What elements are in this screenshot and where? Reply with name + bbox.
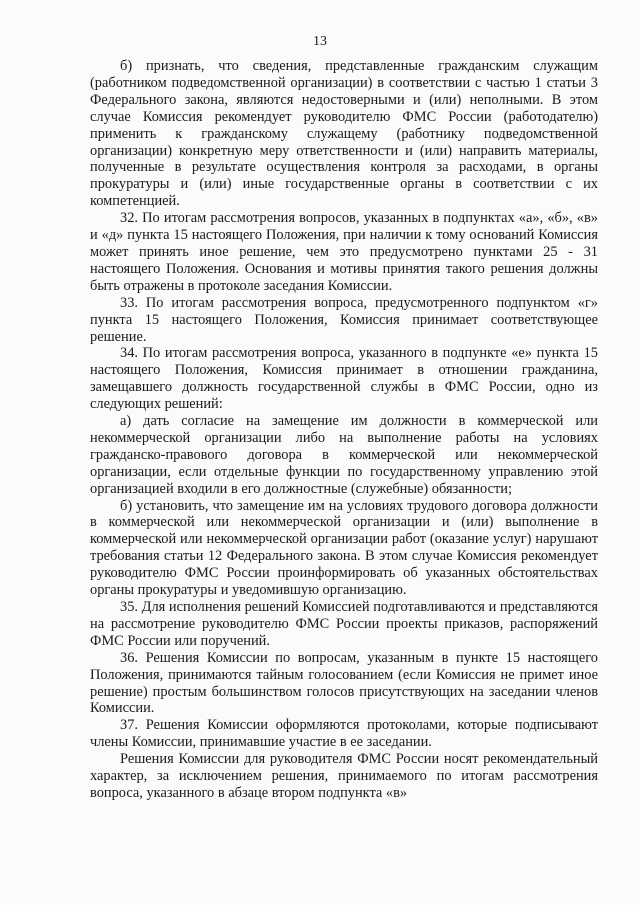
paragraph-34b: б) установить, что замещение им на условиях трудового договора должности в коммерческой или некоммерческой организации и (или) выполнение в коммерческой или некоммерческой организации работ (оказание услуг) нарушают требования статьи 12 Федерального закона. В этом случае Комиссия рекомендует руководителю ФМС России проинформировать об указанных обстоятельствах органы прокуратуры и уведомившую организацию. bbox=[90, 497, 598, 599]
paragraph-36: 36. Решения Комиссии по вопросам, указанным в пункте 15 настоящего Положения, принимаются тайным голосованием (если Комиссия не примет иное решение) простым большинством голосов присутствующих на заседании членов Комиссии. bbox=[90, 649, 598, 717]
paragraph-31b: б) признать, что сведения, представленные гражданским служащим (работником подведомственной организации) в соответствии с частью 1 статьи 3 Федерального закона, являются недостоверными и (или) неполными. В этом случае Комиссия рекомендует руководителю ФМС России (работодателю) применить к гражданскому служащему (работнику подведомственной организации) конкретную меру ответственности и (или) направить материалы, полученные в результате осуществления контроля за расходами, в органы прокуратуры и (или) иные государственные органы в соответствии с их компетенцией. bbox=[90, 58, 598, 210]
paragraph-34: 34. По итогам рассмотрения вопроса, указанного в подпункте «е» пункта 15 настоящего Положения, Комиссия принимает в отношении гражданина, замещавшего должность государственной службы в ФМС России, одно из следующих решений: bbox=[90, 345, 598, 413]
paragraph-34a: а) дать согласие на замещение им должности в коммерческой или некоммерческой организации либо на выполнение работы на условиях гражданско-правового договора в коммерческой или некоммерческой организации, если отдельные функции по государственному управлению этой организацией входили в его должностные (служебные) обязанности; bbox=[90, 413, 598, 497]
paragraph-37: 37. Решения Комиссии оформляются протоколами, которые подписывают члены Комиссии, принимавшие участие в ее заседании. bbox=[90, 717, 598, 751]
paragraph-33: 33. По итогам рассмотрения вопроса, предусмотренного подпунктом «г» пункта 15 настоящего Положения, Комиссия принимает соответствующее решение. bbox=[90, 294, 598, 345]
paragraph-32: 32. По итогам рассмотрения вопросов, указанных в подпунктах «а», «б», «в» и «д» пункта 15 настоящего Положения, при наличии к тому оснований Комиссия может принять иное решение, чем это предусмотрено пунктами 25 - 31 настоящего Положения. Основания и мотивы принятия такого решения должны быть отражены в протоколе заседания Комиссии. bbox=[90, 210, 598, 294]
paragraph-35: 35. Для исполнения решений Комиссией подготавливаются и представляются на рассмотрение руководителю ФМС России проекты приказов, распоряжений ФМС России или поручений. bbox=[90, 599, 598, 649]
page-number: 13 bbox=[313, 34, 327, 49]
document-body bbox=[90, 58, 598, 802]
paragraph-37-continued: Решения Комиссии для руководителя ФМС России носят рекомендательный характер, за исключением решения, принимаемого по итогам рассмотрения вопроса, указанного в абзаце втором подпункта «в» bbox=[90, 751, 598, 801]
